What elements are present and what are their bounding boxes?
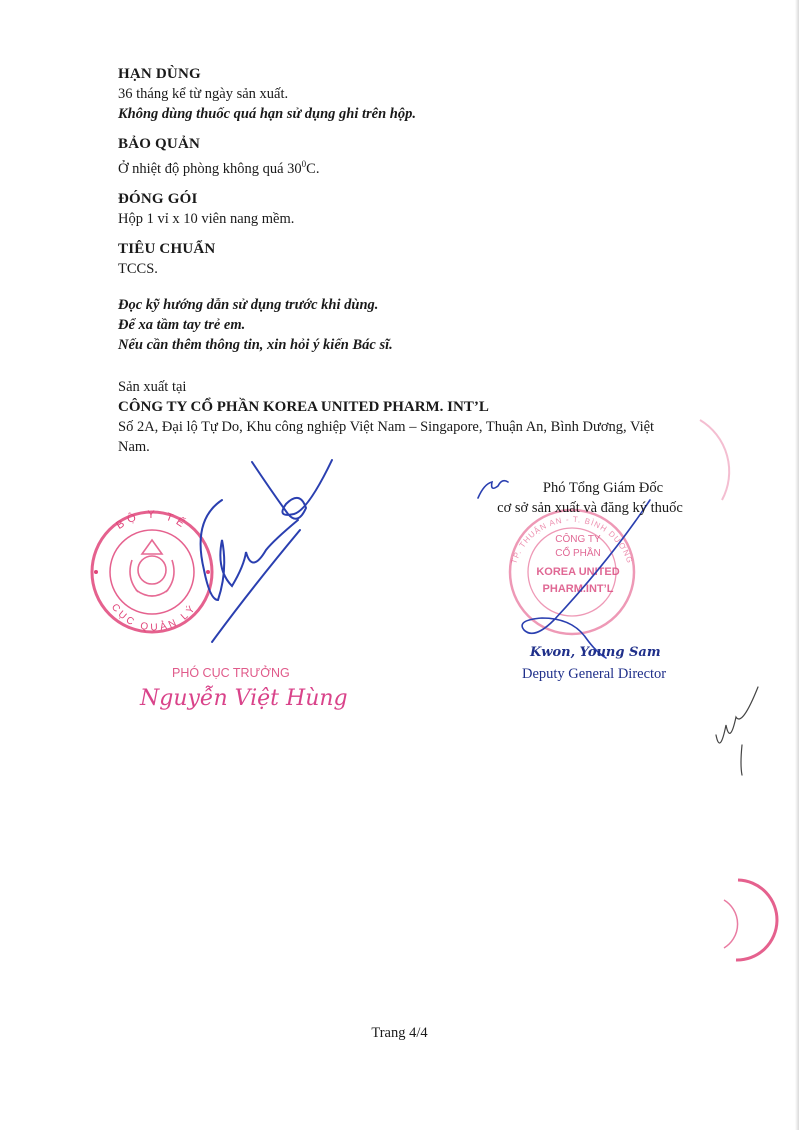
manufacturer-address-cont: Nam.: [118, 438, 150, 455]
body-line-emphasis: Không dùng thuốc quá hạn sử dụng ghi trên hộp.: [118, 106, 417, 122]
left-signatory-title: PHÓ CỤC TRƯỞNG: [172, 666, 290, 680]
company-stamp-line: CỔ PHẦN: [555, 548, 601, 559]
section-heading: BẢO QUẢN: [118, 136, 201, 152]
degree-superscript: 0: [301, 159, 307, 169]
company-stamp-line: CÔNG TY: [555, 534, 601, 545]
company-stamp-line: PHARM.INT’L: [542, 583, 614, 595]
body-line: Hộp 1 vỉ x 10 viên nang mềm.: [118, 210, 295, 227]
right-signatory-position: Deputy General Director: [522, 666, 667, 682]
right-signature-subtitle: cơ sở sản xuất và đăng ký thuốc: [497, 500, 683, 516]
body-line: TCCS.: [118, 260, 158, 277]
manufacturer-label: Sản xuất tại: [118, 378, 187, 395]
section-heading: HẠN DÙNG: [118, 66, 201, 82]
right-signature-block: [470, 478, 710, 518]
storage-text: Ở nhiệt độ phòng không quá 30: [118, 160, 302, 177]
manufacturer-company: CÔNG TY CỔ PHẦN KOREA UNITED PHARM. INT’L: [118, 398, 489, 415]
ministry-stamp-top-text: BỘ Y TẾ: [114, 508, 190, 532]
right-signature-title: Phó Tổng Giám Đốc: [542, 480, 664, 496]
manufacturer-address: Số 2A, Đại lộ Tự Do, Khu công nghiệp Việt Nam – Singapore, Thuận An, Bình Dương, Việt: [118, 418, 655, 435]
warning-line: Nếu cần thêm thông tin, xin hỏi ý kiến Bác sĩ.: [118, 336, 393, 353]
warning-line: Đọc kỹ hướng dẫn sử dụng trước khi dùng.: [118, 296, 379, 313]
left-signature-scribble: [201, 460, 332, 642]
body-line: 36 tháng kể từ ngày sản xuất.: [118, 86, 289, 102]
ministry-stamp-bottom-text: CỤC QUẢN LÝ: [108, 601, 200, 634]
left-signatory-name: Nguyễn Việt Hùng: [140, 686, 348, 711]
company-stamp-ring-text: TP. THUẬN AN - T. BÌNH DƯƠNG: [509, 514, 635, 566]
section-heading: ĐÓNG GÓI: [118, 190, 198, 207]
section-heading: TIÊU CHUẨN: [118, 240, 216, 257]
margin-initials: [716, 687, 758, 775]
company-stamp-line: KOREA UNITED: [536, 566, 620, 578]
storage-unit: C.: [306, 160, 320, 177]
page-number: Trang 4/4: [371, 1025, 428, 1041]
warning-line: Để xa tầm tay trẻ em.: [118, 316, 246, 333]
right-signatory-name: Kwon, Young Sam: [530, 645, 661, 660]
